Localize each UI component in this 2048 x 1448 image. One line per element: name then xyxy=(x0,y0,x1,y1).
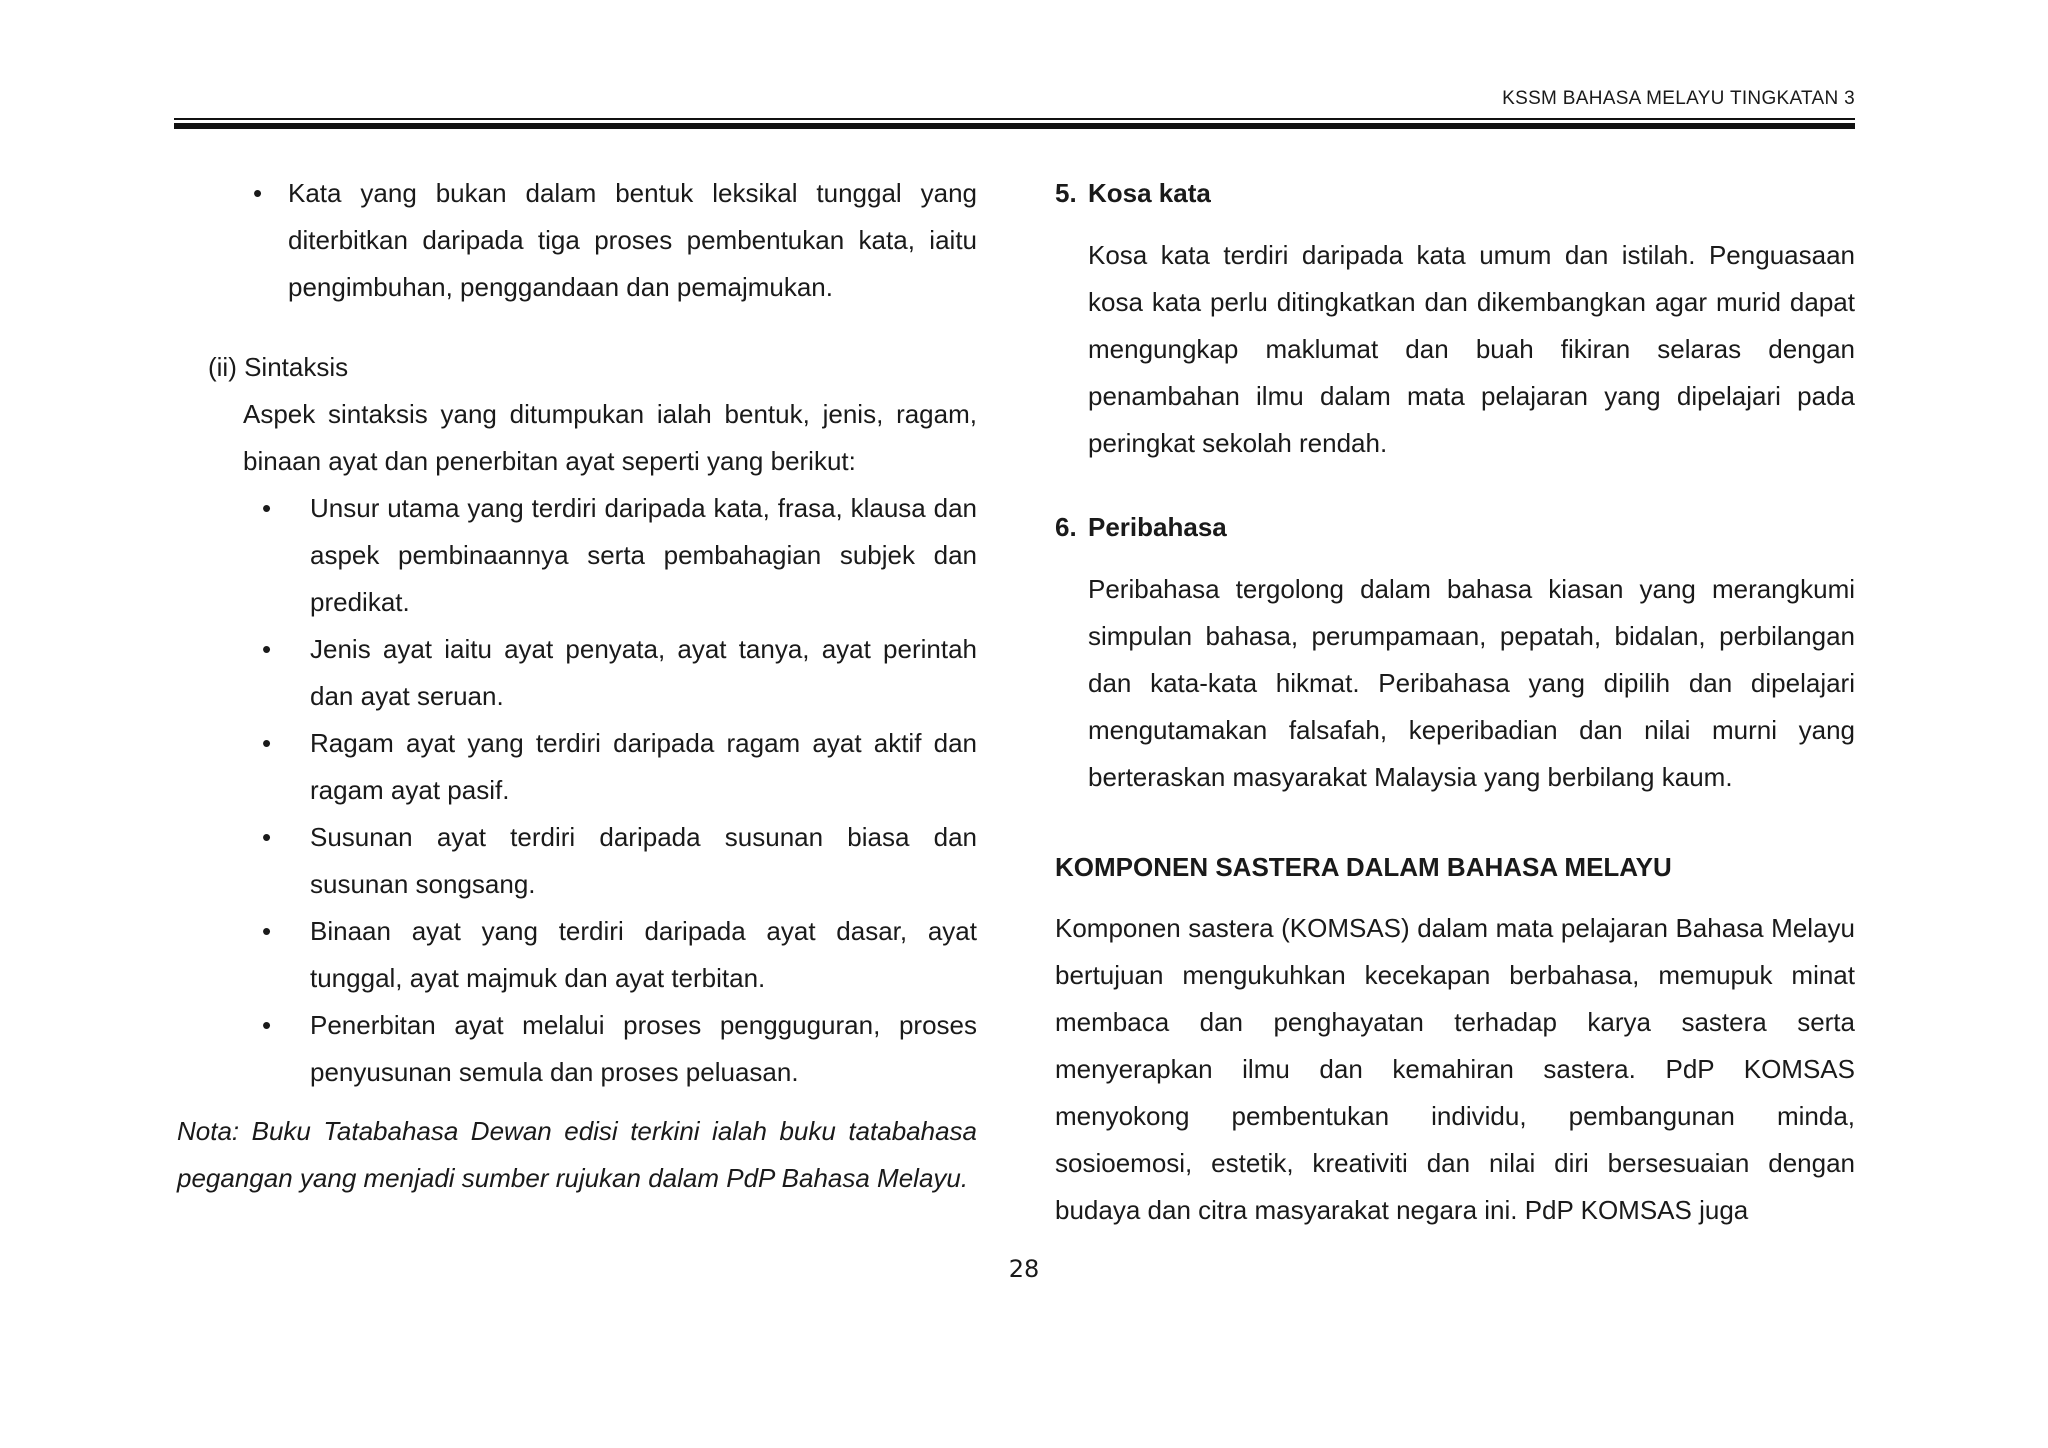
list-item-text: Jenis ayat iaitu ayat penyata, ayat tanya, ayat perintah dan ayat seruan. xyxy=(310,634,977,711)
section-number: 6. xyxy=(1055,512,1077,542)
bullet-icon: • xyxy=(262,634,272,664)
sintaksis-list xyxy=(177,485,977,1096)
bullet-icon: • xyxy=(262,916,272,946)
list-item-text: Kata yang bukan dalam bentuk leksikal tunggal yang diterbitkan daripada tiga proses pembentukan kata, iaitu pengimbuhan, penggandaan dan pemajmukan. xyxy=(288,178,977,302)
right-column xyxy=(1055,170,1855,1234)
section-number: 5. xyxy=(1055,178,1077,208)
header-rule-thick xyxy=(174,123,1855,129)
section-6-body: Peribahasa tergolong dalam bahasa kiasan yang merangkumi simpulan bahasa, perumpamaan, pepatah, bidalan, perbilangan dan kata-kata hikmat. Peribahasa yang dipilih dan dipelajari mengutamakan falsafah, keperibadian dan nilai murni yang berteraskan masyarakat Malaysia yang berbilang kaum. xyxy=(1088,574,1855,792)
bullet-icon: • xyxy=(262,822,272,852)
list-item xyxy=(177,1002,977,1096)
list-item-text: Penerbitan ayat melalui proses pengguguran, proses penyusunan semula dan proses peluasan. xyxy=(310,1010,977,1087)
bullet-icon: • xyxy=(262,728,272,758)
komponen-heading: KOMPONEN SASTERA DALAM BAHASA MELAYU xyxy=(1055,852,1672,882)
bullet-icon: • xyxy=(262,1010,272,1040)
section-5-heading xyxy=(1055,170,1855,217)
bullet-icon: • xyxy=(253,178,263,208)
lexical-list xyxy=(177,170,977,311)
left-column xyxy=(177,170,977,1202)
list-item-text: Binaan ayat yang terdiri daripada ayat dasar, ayat tunggal, ayat majmuk dan ayat terbitan. xyxy=(310,916,977,993)
page-number: 28 xyxy=(1008,1255,1040,1283)
list-item xyxy=(177,814,977,908)
list-item xyxy=(177,908,977,1002)
header-rule-thin xyxy=(174,118,1855,120)
sintaksis-intro: Aspek sintaksis yang ditumpukan ialah bentuk, jenis, ragam, binaan ayat dan penerbitan ayat seperti yang berikut: xyxy=(243,399,977,476)
page-header: KSSM BAHASA MELAYU TINGKATAN 3 xyxy=(1502,88,1855,109)
section-5-body: Kosa kata terdiri daripada kata umum dan istilah. Penguasaan kosa kata perlu ditingkatkan dan dikembangkan agar murid dapat mengungkap maklumat dan buah fikiran selaras dengan penambahan ilmu dalam mata pelajaran yang dipelajari pada peringkat sekolah rendah. xyxy=(1088,240,1855,458)
list-item xyxy=(177,170,977,311)
list-item-text: Ragam ayat yang terdiri daripada ragam ayat aktif dan ragam ayat pasif. xyxy=(310,728,977,805)
section-title: Peribahasa xyxy=(1088,512,1227,542)
sintaksis-heading: (ii) Sintaksis xyxy=(208,352,349,382)
section-6-heading xyxy=(1055,504,1855,551)
list-item xyxy=(177,485,977,626)
list-item-text: Unsur utama yang terdiri daripada kata, frasa, klausa dan aspek pembinaannya serta pembahagian subjek dan predikat. xyxy=(310,493,977,617)
list-item xyxy=(177,720,977,814)
section-title: Kosa kata xyxy=(1088,178,1211,208)
komponen-body: Komponen sastera (KOMSAS) dalam mata pelajaran Bahasa Melayu bertujuan mengukuhkan kecekapan berbahasa, memupuk minat membaca dan penghayatan terhadap karya sastera serta menyerapkan ilmu dan kemahiran sastera. PdP KOMSAS menyokong pembentukan individu, pembangunan minda, sosioemosi, estetik, kreativiti dan nilai diri bersesuaian dengan budaya dan citra masyarakat negara ini. PdP KOMSAS juga xyxy=(1055,913,1855,1225)
list-item xyxy=(177,626,977,720)
list-item-text: Susunan ayat terdiri daripada susunan biasa dan susunan songsang. xyxy=(310,822,977,899)
nota-paragraph: Nota: Buku Tatabahasa Dewan edisi terkini ialah buku tatabahasa pegangan yang menjadi sumber rujukan dalam PdP Bahasa Melayu. xyxy=(177,1116,977,1193)
bullet-icon: • xyxy=(262,493,272,523)
